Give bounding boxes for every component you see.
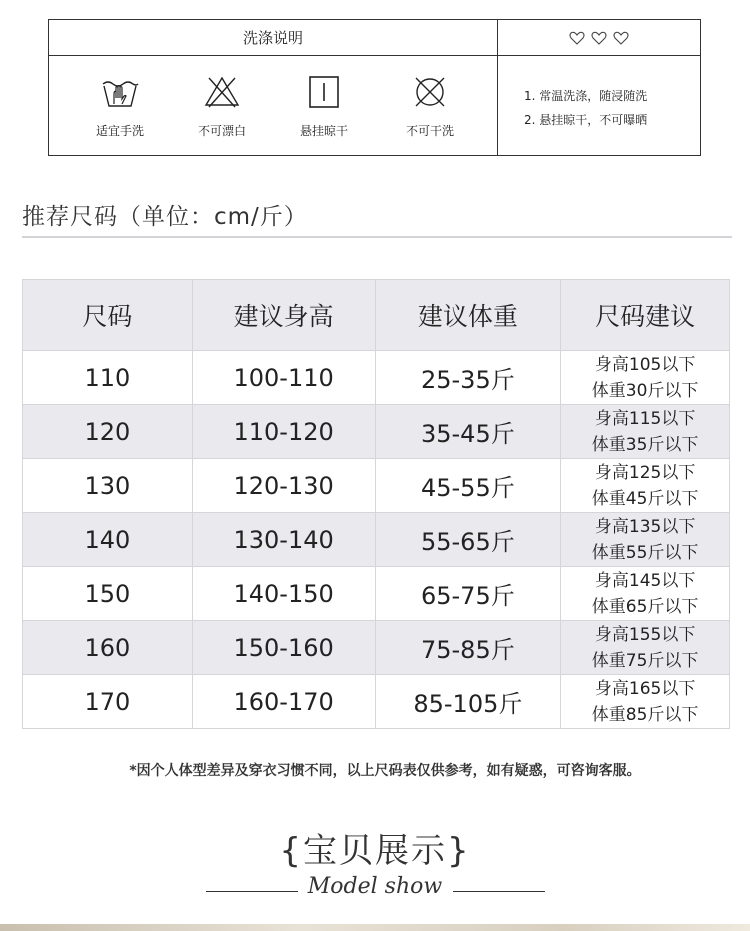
- table-row: [23, 405, 730, 459]
- heart-icon: [591, 31, 607, 45]
- advice-cell: [561, 351, 730, 405]
- table-row: [23, 351, 730, 405]
- size-footnote: *因个人体型差异及穿衣习惯不同，以上尺码表仅供参考，如有疑惑，可咨询客服。: [129, 763, 641, 779]
- wash-note: 1. 常温洗涤，随浸随洗: [524, 89, 648, 103]
- wash-label-hang-dry: 悬挂晾干: [299, 124, 348, 138]
- advice-line: 体重65斤以下: [591, 596, 699, 617]
- size-cell: 120: [23, 405, 193, 459]
- advice-line: 身高115以下: [594, 408, 696, 429]
- wash-item-hang-dry: [279, 56, 369, 155]
- height-cell: 160-170: [192, 675, 375, 729]
- wash-note: 2. 悬挂晾干，不可曝晒: [524, 113, 648, 127]
- advice-line: 体重85斤以下: [591, 704, 699, 725]
- advice-cell: [561, 459, 730, 513]
- table-row: [23, 513, 730, 567]
- photo-strip: [0, 924, 750, 931]
- size-cell: 160: [23, 621, 193, 675]
- weight-cell: 65-75斤: [375, 567, 561, 621]
- divider: [453, 891, 545, 892]
- wash-symbols-panel: [49, 20, 498, 155]
- advice-cell: [561, 621, 730, 675]
- weight-cell: 45-55斤: [375, 459, 561, 513]
- divider: [206, 891, 298, 892]
- size-cell: 170: [23, 675, 193, 729]
- advice-line: 体重30斤以下: [591, 380, 699, 401]
- table-row: [23, 567, 730, 621]
- height-cell: 100-110: [192, 351, 375, 405]
- divider: [22, 236, 732, 238]
- advice-cell: [561, 513, 730, 567]
- height-cell: 110-120: [192, 405, 375, 459]
- size-cell: 140: [23, 513, 193, 567]
- hang-dry-icon: [304, 74, 344, 110]
- wash-title: 洗涤说明: [49, 20, 497, 56]
- advice-line: 体重35斤以下: [591, 434, 699, 455]
- advice-cell: [561, 675, 730, 729]
- size-table: [22, 279, 730, 729]
- column-header-advice: 尺码建议: [561, 280, 730, 351]
- advice-cell: [561, 567, 730, 621]
- advice-cell: [561, 405, 730, 459]
- column-header-height: 建议身高: [192, 280, 375, 351]
- advice-line: 身高165以下: [594, 678, 696, 699]
- wash-notes: [498, 56, 700, 132]
- size-cell: 110: [23, 351, 193, 405]
- hand-wash-icon: [100, 74, 140, 110]
- no-bleach-icon: [202, 74, 242, 110]
- wash-icons-row: [49, 56, 497, 155]
- table-header-row: [23, 280, 730, 351]
- wash-item-hand-wash: [75, 56, 165, 155]
- hearts-row: [498, 20, 700, 56]
- weight-cell: 35-45斤: [375, 405, 561, 459]
- wash-label-no-bleach: 不可漂白: [197, 124, 246, 138]
- wash-item-no-dry-clean: [385, 56, 475, 155]
- model-show-title: {宝贝展示}: [279, 831, 471, 871]
- advice-line: 身高155以下: [594, 624, 696, 645]
- column-header-size: 尺码: [23, 280, 193, 351]
- weight-cell: 85-105斤: [375, 675, 561, 729]
- no-dry-clean-icon: [410, 74, 450, 110]
- heart-icon: [613, 31, 629, 45]
- size-cell: 130: [23, 459, 193, 513]
- model-show-subtitle: Model show: [307, 874, 443, 899]
- advice-line: 身高125以下: [594, 462, 696, 483]
- weight-cell: 25-35斤: [375, 351, 561, 405]
- wash-item-no-bleach: [177, 56, 267, 155]
- height-cell: 130-140: [192, 513, 375, 567]
- advice-line: 体重55斤以下: [591, 542, 699, 563]
- wash-label-hand-wash: 适宜手洗: [95, 124, 144, 138]
- height-cell: 140-150: [192, 567, 375, 621]
- table-row: [23, 675, 730, 729]
- heart-icon: [569, 31, 585, 45]
- height-cell: 120-130: [192, 459, 375, 513]
- advice-line: 体重75斤以下: [591, 650, 699, 671]
- size-chart-heading: 推荐尺码（单位：cm/斤）: [22, 204, 308, 230]
- weight-cell: 55-65斤: [375, 513, 561, 567]
- wash-label-no-dry-clean: 不可干洗: [405, 124, 454, 138]
- advice-line: 身高145以下: [594, 570, 696, 591]
- washing-instructions-box: [48, 19, 701, 156]
- advice-line: 体重45斤以下: [591, 488, 699, 509]
- table-row: [23, 621, 730, 675]
- height-cell: 150-160: [192, 621, 375, 675]
- size-cell: 150: [23, 567, 193, 621]
- wash-notes-panel: [498, 20, 700, 155]
- advice-line: 身高105以下: [594, 354, 696, 375]
- column-header-weight: 建议体重: [375, 280, 561, 351]
- weight-cell: 75-85斤: [375, 621, 561, 675]
- table-row: [23, 459, 730, 513]
- advice-line: 身高135以下: [594, 516, 696, 537]
